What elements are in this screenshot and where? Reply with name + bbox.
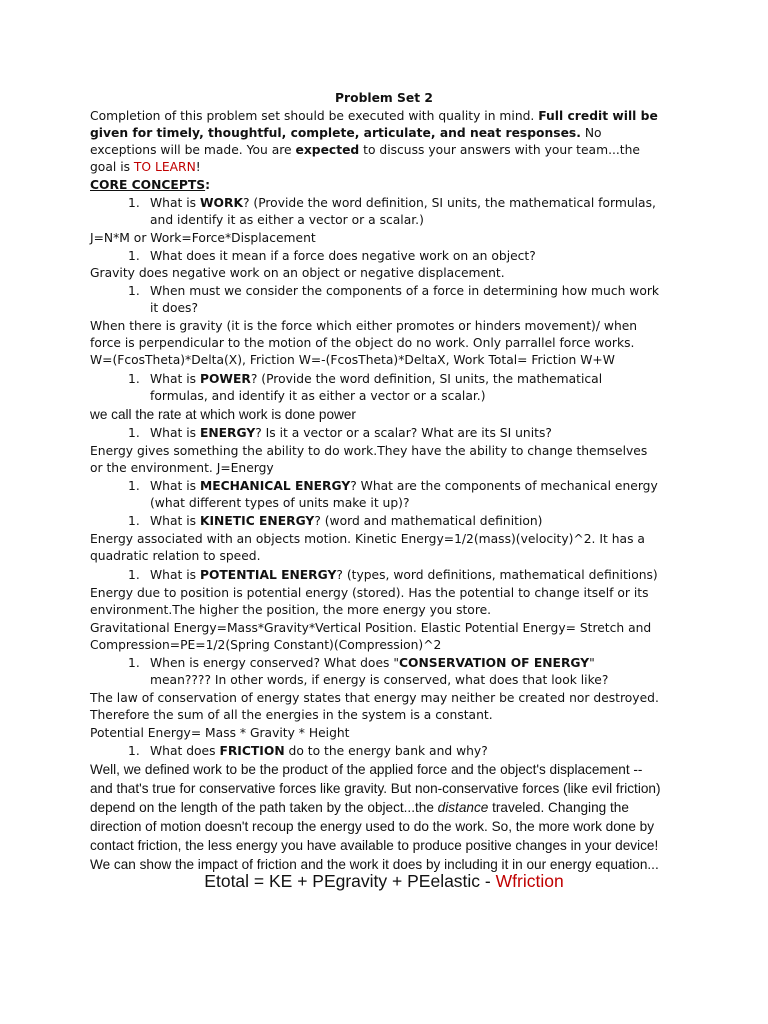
question-friction: 1. What does FRICTION do to the energy bank and why? xyxy=(128,744,488,758)
answer-components-line-3: W=(FcosTheta)*Delta(X), Friction W=-(FcosTheta)*DeltaX, Work Total= Friction W+W xyxy=(90,353,615,367)
answer-components-line-1: When there is gravity (it is the force which either promotes or hinders movement)/ when xyxy=(90,319,638,333)
question-conservation-cont: mean???? In other words, if energy is conserved, what does that look like? xyxy=(150,673,609,687)
energy-equation: Etotal = KE + PEgravity + PEelastic - Wfriction xyxy=(204,871,564,891)
question-kinetic-energy: 1. What is KINETIC ENERGY? (word and mathematical definition) xyxy=(128,514,543,528)
answer-potential-line-4: Compression=PE=1/2(Spring Constant)(Compression)^2 xyxy=(90,638,442,652)
answer-potential-line-3: Gravitational Energy=Mass*Gravity*Vertical Position. Elastic Potential Energy= Stretch and xyxy=(90,621,652,635)
answer-friction-line-2: and that's true for conservative forces like gravity. But non-conservative forces (like evil friction) xyxy=(90,781,661,796)
question-mechanical-energy-cont: (what different types of units make it up)? xyxy=(150,496,410,510)
intro-line-4: goal is TO LEARN! xyxy=(90,160,201,174)
answer-friction-line-5: contact friction, the less energy you have available to produce positive changes in your device! xyxy=(90,838,659,853)
answer-energy-line-1: Energy gives something the ability to do work.They have the ability to change themselves xyxy=(90,444,648,458)
answer-friction-line-1: Well, we defined work to be the product of the applied force and the object's displacement -- xyxy=(90,762,643,777)
answer-power: we call the rate at which work is done power xyxy=(90,407,356,422)
question-negative-work: 1. What does it mean if a force does negative work on an object? xyxy=(128,249,536,263)
question-power-cont: formulas, and identify it as either a vector or a scalar.) xyxy=(150,389,486,403)
intro-line-3: exceptions will be made. You are expected to discuss your answers with your team...the xyxy=(90,143,640,157)
question-work: 1. What is WORK? (Provide the word definition, SI units, the mathematical formulas, xyxy=(128,196,656,210)
answer-friction-line-6: We can show the impact of friction and the work it does by including it in our energy equation... xyxy=(90,857,659,872)
question-components: 1. When must we consider the components of a force in determining how much work xyxy=(128,284,660,298)
answer-friction-line-4: direction of motion doesn't recoup the energy used to do the work. So, the more work done by xyxy=(90,819,655,834)
answer-negative-work: Gravity does negative work on an object or negative displacement. xyxy=(90,266,505,280)
answer-energy-line-2: or the environment. J=Energy xyxy=(90,461,274,475)
question-mechanical-energy: 1. What is MECHANICAL ENERGY? What are the components of mechanical energy xyxy=(128,479,658,493)
answer-kinetic-line-2: quadratic relation to speed. xyxy=(90,549,261,563)
answer-conservation-line-1: The law of conservation of energy states that energy may neither be created nor destroyed. xyxy=(90,691,659,705)
question-power: 1. What is POWER? (Provide the word definition, SI units, the mathematical xyxy=(128,372,603,386)
answer-conservation-line-3: Potential Energy= Mass * Gravity * Height xyxy=(90,726,350,740)
answer-components-line-2: force is perpendicular to the motion of the object do no work. Only parrallel force works. xyxy=(90,336,635,350)
answer-potential-line-1: Energy due to position is potential energy (stored). Has the potential to change itself or its xyxy=(90,586,649,600)
answer-friction-line-3: depend on the length of the path taken by the object...the distance traveled. Changing the xyxy=(90,800,629,815)
answer-potential-line-2: environment.The higher the position, the more energy you store. xyxy=(90,603,492,617)
intro-line-1: Completion of this problem set should be executed with quality in mind. Full credit will be xyxy=(90,109,658,123)
page-title: Problem Set 2 xyxy=(335,91,433,105)
answer-kinetic-line-1: Energy associated with an objects motion. Kinetic Energy=1/2(mass)(velocity)^2. It has a xyxy=(90,532,645,546)
core-concepts-heading: CORE CONCEPTS: xyxy=(90,178,211,192)
answer-work: J=N*M or Work=Force*Displacement xyxy=(90,231,316,245)
question-potential-energy: 1. What is POTENTIAL ENERGY? (types, word definitions, mathematical definitions) xyxy=(128,568,658,582)
question-energy: 1. What is ENERGY? Is it a vector or a scalar? What are its SI units? xyxy=(128,426,552,440)
question-components-cont: it does? xyxy=(150,301,198,315)
question-work-cont: and identify it as either a vector or a scalar.) xyxy=(150,213,424,227)
answer-conservation-line-2: Therefore the sum of all the energies in the system is a constant. xyxy=(90,708,493,722)
intro-line-2: given for timely, thoughtful, complete, articulate, and neat responses. No xyxy=(90,126,602,140)
question-conservation: 1. When is energy conserved? What does "CONSERVATION OF ENERGY" xyxy=(128,656,595,670)
